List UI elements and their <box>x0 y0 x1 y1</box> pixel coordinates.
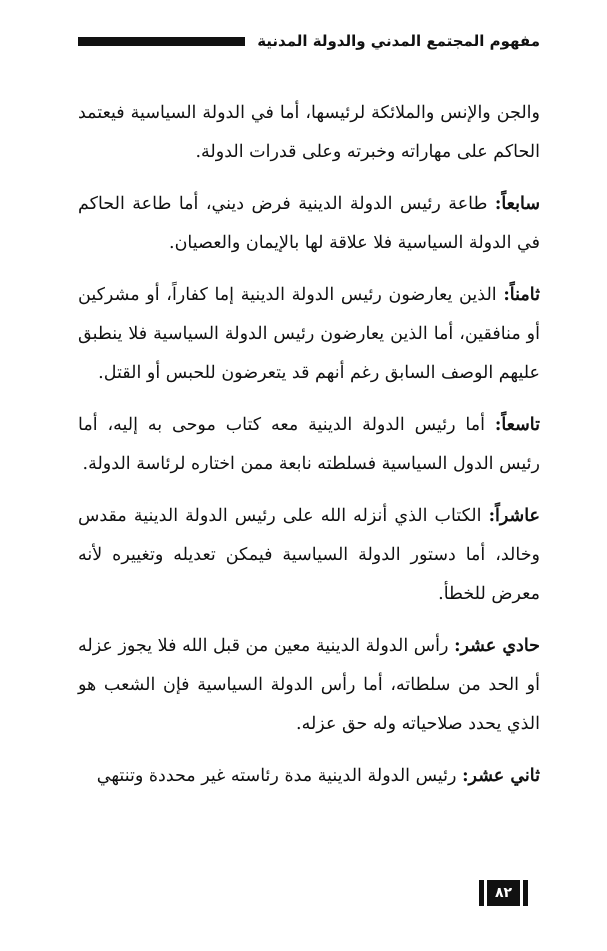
paragraph-text: رئيس الدولة الدينية مدة رئاسته غير محددة وتنتهي <box>96 766 463 786</box>
paragraph-text: والجن والإنس والملائكة لرئيسها، أما في الدولة السياسية فيعتمد الحاكم على مهاراته وخبرته وعلى قدرات الدولة. <box>78 103 540 162</box>
paragraph-text: الكتاب الذي أنزله الله على رئيس الدولة الدينية مقدس وخالد، أما دستور الدولة السياسية فيمكن تعديله وتغييره لأنه معرض للخطأ. <box>78 506 540 604</box>
header-title: مفهوم المجتمع المدني والدولة المدنية <box>257 32 540 50</box>
paragraph-lead: ثامناً: <box>503 285 540 305</box>
page-body <box>78 94 540 809</box>
paragraph <box>78 497 540 614</box>
page-number: ٨٢ <box>487 880 520 906</box>
paragraph-text: أما رئيس الدولة الدينية معه كتاب موحى به إليه، أما رئيس الدول السياسية فسلطته نابعة ممن اختاره لرئاسة الدولة. <box>78 415 540 474</box>
paragraph <box>78 406 540 484</box>
page-footer <box>479 880 528 906</box>
paragraph-text: رأس الدولة الدينية معين من قبل الله فلا يجوز عزله أو الحد من سلطاته، أما رأس الدولة السياسية فإن الشعب هو الذي يحدد صلاحياته وله حق عزله. <box>78 636 540 734</box>
paragraph-lead: سابعاً: <box>494 194 540 214</box>
paragraph <box>78 94 540 172</box>
paragraph-text: الذين يعارضون رئيس الدولة الدينية إما كفاراً، أو مشركين أو منافقين، أما الذين يعارضون رئيس الدولة السياسية فلا ينطبق عليهم الوصف السابق رغم أنهم قد يتعرضون للحبس أو القتل. <box>78 285 540 383</box>
footer-rule-left <box>479 880 484 906</box>
paragraph-lead: عاشراً: <box>488 506 540 526</box>
paragraph-text: طاعة رئيس الدولة الدينية فرض ديني، أما طاعة الحاكم في الدولة السياسية فلا علاقة لها بالإيمان والعصيان. <box>78 194 540 253</box>
paragraph <box>78 627 540 744</box>
paragraph <box>78 276 540 393</box>
footer-rule-right <box>523 880 528 906</box>
paragraph-lead: ثاني عشر: <box>462 766 540 786</box>
paragraph <box>78 757 540 796</box>
paragraph-lead: حادي عشر: <box>454 636 541 656</box>
paragraph <box>78 185 540 263</box>
header-rule <box>78 37 245 46</box>
paragraph-lead: تاسعاً: <box>494 415 540 435</box>
running-header <box>78 28 540 54</box>
